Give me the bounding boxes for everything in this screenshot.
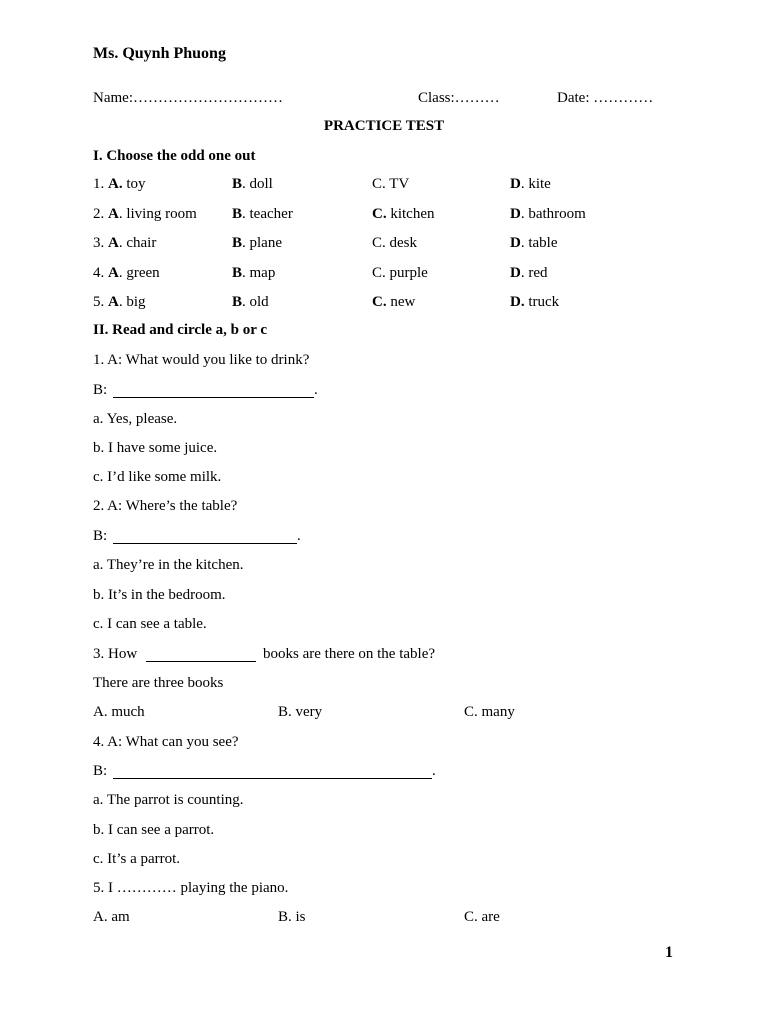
odd-option-letter: A: [108, 206, 119, 222]
odd-option: [232, 175, 273, 193]
odd-option-text: . kite: [520, 176, 551, 192]
odd-option: [372, 264, 428, 282]
q1-b-end: .: [314, 382, 318, 398]
odd-option-text: . doll: [242, 176, 273, 192]
odd-row-number: 3.: [93, 235, 105, 251]
q3-option-a: A. much: [93, 704, 145, 720]
q3-option-c: C. many: [464, 704, 515, 720]
odd-option-letter: C: [372, 176, 383, 192]
q2-option-c: c. I can see a table.: [93, 616, 207, 632]
odd-option-letter: B: [232, 265, 243, 281]
odd-option-text: . plane: [242, 235, 282, 251]
odd-option: [372, 205, 435, 223]
q4-b-label: B:: [93, 763, 108, 779]
odd-option-text: . purple: [382, 265, 428, 281]
odd-row-number: 5.: [93, 294, 105, 310]
date-field: Date: …………: [557, 90, 654, 106]
odd-option-text: kitchen: [390, 206, 435, 222]
name-field: Name:…………………………: [93, 90, 283, 106]
odd-option: [108, 264, 160, 282]
section-1-heading: I. Choose the odd one out: [93, 148, 256, 164]
odd-option: [510, 205, 586, 223]
odd-option: [108, 175, 146, 193]
q1-option-b: b. I have some juice.: [93, 440, 218, 456]
odd-option: [510, 175, 551, 193]
q3-suffix: books are there on the table?: [263, 646, 436, 662]
section-2-heading: II. Read and circle a, b or c: [93, 322, 268, 338]
q2-option-b: b. It’s in the bedroom.: [93, 587, 226, 603]
odd-row-number: 1.: [93, 176, 105, 192]
odd-option-text: truck: [528, 294, 560, 310]
odd-option: [372, 175, 409, 193]
odd-option-text: . living room: [118, 206, 197, 222]
odd-option-text: . green: [118, 265, 160, 281]
odd-option-letter: C: [372, 265, 383, 281]
q1-option-a: a. Yes, please.: [93, 411, 178, 427]
odd-option-text: . bathroom: [520, 206, 586, 222]
odd-option: [232, 264, 275, 282]
odd-option-letter: B: [232, 206, 243, 222]
odd-option-letter: C.: [372, 206, 387, 222]
odd-option-letter: D: [510, 206, 521, 222]
odd-option-letter: D: [510, 235, 521, 251]
odd-option: [372, 293, 415, 311]
odd-option-text: . TV: [382, 176, 410, 192]
odd-option: [510, 293, 559, 311]
q5-option-b: B. is: [278, 909, 306, 925]
q4-question: 4. A: What can you see?: [93, 734, 239, 750]
odd-option-letter: B: [232, 235, 243, 251]
teacher-name: Ms. Quynh Phuong: [93, 45, 226, 62]
q5-question: 5. I ………… playing the piano.: [93, 880, 289, 896]
q4-option-b: b. I can see a parrot.: [93, 822, 215, 838]
odd-option: [108, 205, 197, 223]
odd-option-text: . table: [520, 235, 558, 251]
odd-option-letter: A: [108, 265, 119, 281]
odd-option-letter: A.: [108, 176, 123, 192]
odd-option-text: new: [390, 294, 416, 310]
odd-option-letter: D: [510, 176, 521, 192]
q3-prefix: 3. How: [93, 646, 138, 662]
class-field: Class:………: [418, 90, 500, 106]
q4-answer-blank: [113, 778, 432, 779]
odd-option-text: . red: [520, 265, 548, 281]
q3-answer-blank: [146, 661, 256, 662]
odd-option: [510, 264, 548, 282]
q1-question: 1. A: What would you like to drink?: [93, 352, 310, 368]
odd-option-letter: D.: [510, 294, 525, 310]
q2-question: 2. A: Where’s the table?: [93, 498, 238, 514]
odd-option: [232, 293, 269, 311]
odd-option: [108, 234, 156, 252]
odd-option-letter: B: [232, 176, 243, 192]
q2-b-label: B:: [93, 528, 108, 544]
odd-option: [510, 234, 558, 252]
odd-option-text: . teacher: [242, 206, 293, 222]
page-number: 1: [665, 944, 673, 961]
q3-context: There are three books: [93, 675, 224, 691]
q4-option-c: c. It’s a parrot.: [93, 851, 181, 867]
q2-option-a: a. They’re in the kitchen.: [93, 557, 244, 573]
odd-option-text: toy: [126, 176, 146, 192]
odd-option: [372, 234, 417, 252]
odd-option-letter: C: [372, 235, 383, 251]
odd-option-letter: C.: [372, 294, 387, 310]
page-title: PRACTICE TEST: [323, 118, 445, 134]
q2-b-end: .: [297, 528, 301, 544]
q5-option-a: A. am: [93, 909, 130, 925]
odd-option-letter: D: [510, 265, 521, 281]
odd-option-text: . chair: [118, 235, 157, 251]
odd-option: [108, 293, 146, 311]
q1-option-c: c. I’d like some milk.: [93, 469, 222, 485]
q1-answer-blank: [113, 397, 314, 398]
q4-b-end: .: [432, 763, 436, 779]
odd-option: [232, 205, 293, 223]
q1-b-label: B:: [93, 382, 108, 398]
q3-option-b: B. very: [278, 704, 323, 720]
odd-row-number: 4.: [93, 265, 105, 281]
odd-option-text: . big: [118, 294, 146, 310]
q5-option-c: C. are: [464, 909, 500, 925]
odd-row-number: 2.: [93, 206, 105, 222]
q2-answer-blank: [113, 543, 297, 544]
odd-option-letter: B: [232, 294, 243, 310]
odd-option-text: . desk: [382, 235, 418, 251]
odd-option-letter: A: [108, 235, 119, 251]
odd-option: [232, 234, 282, 252]
odd-option-text: . map: [242, 265, 276, 281]
odd-option-letter: A: [108, 294, 119, 310]
q4-option-a: a. The parrot is counting.: [93, 792, 244, 808]
odd-option-text: . old: [242, 294, 269, 310]
